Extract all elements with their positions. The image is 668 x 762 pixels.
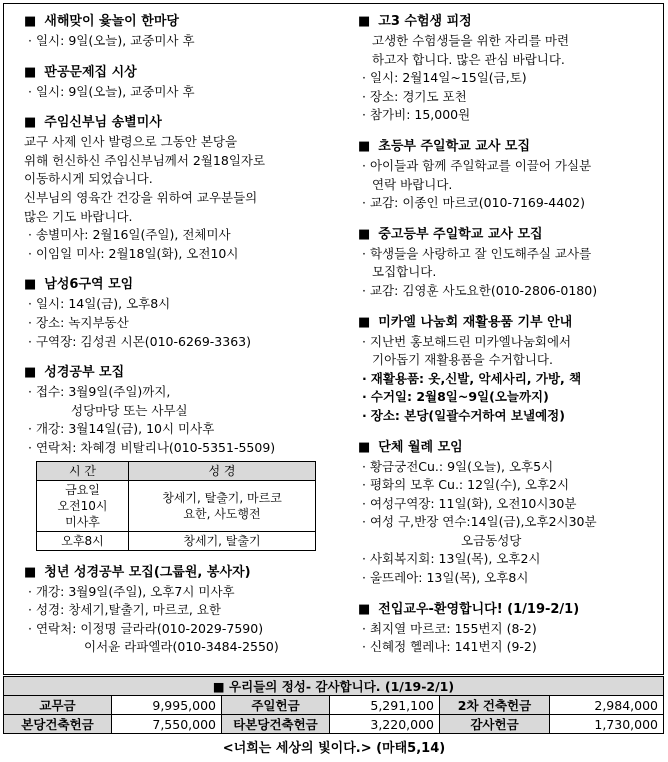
section-title: ■ 중고등부 주일학교 교사 모집 (358, 226, 543, 242)
section-title: ■ 미카엘 나눔회 재활용품 기부 안내 (358, 314, 573, 330)
right-column (358, 13, 658, 670)
table-row (37, 531, 316, 550)
table-cell: 오후8시 (37, 531, 129, 550)
paragraph-line: 위해 헌신하신 주임신부님께서 2월18일자로 (24, 152, 266, 168)
square-bullet-icon: ■ (358, 601, 371, 617)
paragraph-line: 하고자 합니다. 많은 관심 바랍니다. (372, 51, 565, 67)
offering-header: ■ 우리들의 정성- 감사합니다. (1/19-2/1) (4, 677, 664, 696)
info-line: · 재활용품: 옷,신발, 악세사리, 가방, 책 (362, 370, 582, 386)
scripture-footer: <너희는 세상의 빛이다.> (마태5,14) (222, 741, 446, 756)
left-column (24, 13, 339, 670)
table-header: 성 경 (129, 461, 316, 480)
square-bullet-icon: ■ (24, 115, 37, 131)
info-line: · 성경: 창세기,탈출기, 마르코, 요한 (28, 602, 222, 618)
table-header: 시 간 (37, 461, 129, 480)
info-line: · 연락처: 이정명 글라라(010-2029-7590) (28, 620, 264, 636)
info-line: · 학생들을 사랑하고 잘 인도해주실 교사를 (362, 245, 592, 261)
offering-amount: 3,220,000 (330, 715, 440, 734)
square-bullet-icon: ■ (358, 226, 371, 242)
info-line: · 여성구역장: 11일(화), 오전10시30분 (362, 495, 577, 511)
section-men-group (24, 276, 339, 351)
info-line: · 신혜정 헬레나: 141번지 (9-2) (362, 639, 537, 655)
table-row (4, 696, 664, 715)
section-new-members (358, 601, 658, 657)
section-secondary-teachers (358, 226, 658, 301)
offering-amount: 9,995,000 (112, 696, 222, 715)
section-title: ■ 주임신부님 송별미사 (24, 115, 162, 131)
info-line: · 일시: 14일(금), 오후8시 (28, 296, 171, 312)
offering-amount: 1,730,000 (550, 715, 664, 734)
info-line: · 사회복지회: 13일(목), 오후2시 (362, 551, 541, 567)
info-line: · 일시: 9일(오늘), 교중미사 후 (28, 83, 195, 99)
info-line: · 일시: 2월14일~15일(금,토) (362, 70, 527, 86)
section-farewell-mass (24, 114, 339, 263)
info-line: · 지난번 홍보해드린 미카엘나눔회에서 (362, 333, 572, 349)
offering-amount: 7,550,000 (112, 715, 222, 734)
offering-label: 본당건축헌금 (4, 715, 112, 734)
square-bullet-icon: ■ (358, 14, 371, 29)
info-line: · 이임일 미사: 2월18일(화), 오전10시 (28, 245, 239, 261)
offering-label: 교무금 (4, 696, 112, 715)
square-bullet-icon: ■ (24, 14, 37, 29)
notice-frame (3, 3, 664, 675)
section-elementary-teachers (358, 138, 658, 213)
table-row (4, 715, 664, 734)
info-line: 모집합니다. (372, 264, 437, 280)
info-line: 성당마당 또는 사무실 (71, 402, 188, 418)
offering-amount: 5,291,100 (330, 696, 440, 715)
info-line: · 연락처: 차혜경 비탈리나(010-5351-5509) (28, 439, 276, 455)
info-line: · 평화의 모후 Cu.: 12일(수), 오후2시 (362, 477, 570, 493)
info-line: 오금동성당 (461, 532, 522, 548)
paragraph-line: 교구 사제 인사 발령으로 그동안 본당을 (24, 134, 238, 150)
section-title: ■ 새해맞이 윷놀이 한마당 (24, 14, 179, 29)
info-line: 연락 바랍니다. (372, 176, 453, 192)
info-line: · 최지열 마르코: 155번지 (8-2) (362, 620, 537, 636)
offering-label: 주일헌금 (222, 696, 330, 715)
schedule-table (36, 461, 316, 551)
section-title: ■ 초등부 주일학교 교사 모집 (358, 138, 531, 154)
table-cell: 창세기, 탈출기, 마르코 요한, 사도행전 (129, 480, 316, 531)
square-bullet-icon: ■ (24, 365, 37, 381)
section-bible-study (24, 364, 339, 550)
section-title: ■ 전입교우-환영합니다! (1/19-2/1) (358, 601, 580, 617)
info-line: · 울뜨레아: 13일(목), 오후8시 (362, 570, 529, 586)
section-title: ■ 단체 월례 모임 (358, 439, 463, 455)
square-bullet-icon: ■ (24, 277, 37, 293)
square-bullet-icon: ■ (358, 314, 371, 330)
table-row (37, 480, 316, 531)
info-line: · 아이들과 함께 주일학교를 이끌어 가실분 (362, 157, 592, 173)
square-bullet-icon: ■ (358, 138, 371, 154)
paragraph-line: 신부님의 영육간 건강을 위하여 교우분들의 (24, 189, 258, 205)
info-line: · 개강: 3월14일(금), 10시 미사후 (28, 421, 215, 437)
section-yutnori (24, 13, 339, 51)
info-line: · 교감: 이종인 마르코(010-7169-4402) (362, 195, 585, 211)
info-line: · 장소: 경기도 포천 (362, 88, 467, 104)
square-bullet-icon: ■ (24, 64, 37, 80)
section-title: ■ 고3 수험생 피정 (358, 14, 472, 29)
paragraph-line: 고생한 수험생들을 위한 자리를 마련 (372, 33, 570, 48)
section-quiz-award (24, 64, 339, 102)
info-line: 기아돕기 재활용품을 수거합니다. (372, 352, 553, 368)
info-line: · 황금궁전Cu.: 9일(오늘), 오후5시 (362, 458, 554, 474)
section-title: ■ 남성6구역 모임 (24, 277, 134, 293)
section-monthly-meetings (358, 439, 658, 588)
info-line: · 일시: 9일(오늘), 교중미사 후 (28, 33, 195, 48)
info-line: · 교감: 김영훈 사도요한(010-2806-0180) (362, 282, 598, 298)
info-line: · 접수: 3월9일(주일)까지, (28, 384, 171, 400)
paragraph-line: 이동하시게 되었습니다. (24, 171, 153, 187)
info-line: · 참가비: 15,000원 (362, 107, 471, 123)
section-title: ■ 청년 성경공부 모집(그룹원, 봉사자) (24, 564, 251, 580)
section-student-retreat (358, 13, 658, 125)
offering-label: 2차 건축헌금 (440, 696, 550, 715)
info-line: · 장소: 녹지부동산 (28, 314, 129, 330)
info-line: · 장소: 본당(일괄수거하여 보낼예정) (362, 407, 565, 423)
offering-label: 감사헌금 (440, 715, 550, 734)
section-youth-bible-study (24, 564, 339, 657)
section-recycling-donation (358, 314, 658, 426)
info-line: 이서윤 라파엘라(010-3484-2550) (84, 639, 279, 655)
square-bullet-icon: ■ (24, 564, 37, 580)
info-line: · 여성 구,반장 연수:14일(금),오후2시30분 (362, 514, 597, 530)
section-title: ■ 성경공부 모집 (24, 365, 125, 381)
section-title: ■ 판공문제집 시상 (24, 64, 137, 80)
info-line: · 수거일: 2월8일~9일(오늘까지) (362, 389, 549, 405)
info-line: · 구역장: 김성권 시몬(010-6269-3363) (28, 333, 251, 349)
square-bullet-icon: ■ (358, 439, 371, 455)
offering-table (3, 676, 664, 734)
table-cell: 창세기, 탈출기 (129, 531, 316, 550)
info-line: · 개강: 3월9일(주일), 오후7시 미사후 (28, 583, 235, 599)
paragraph-line: 많은 기도 바랍니다. (24, 208, 133, 224)
square-bullet-icon: ■ (212, 679, 225, 694)
table-cell: 금요일 오전10시 미사후 (37, 480, 129, 531)
offering-label: 타본당건축헌금 (222, 715, 330, 734)
offering-amount: 2,984,000 (550, 696, 664, 715)
info-line: · 송별미사: 2월16일(주일), 전체미사 (28, 227, 231, 243)
